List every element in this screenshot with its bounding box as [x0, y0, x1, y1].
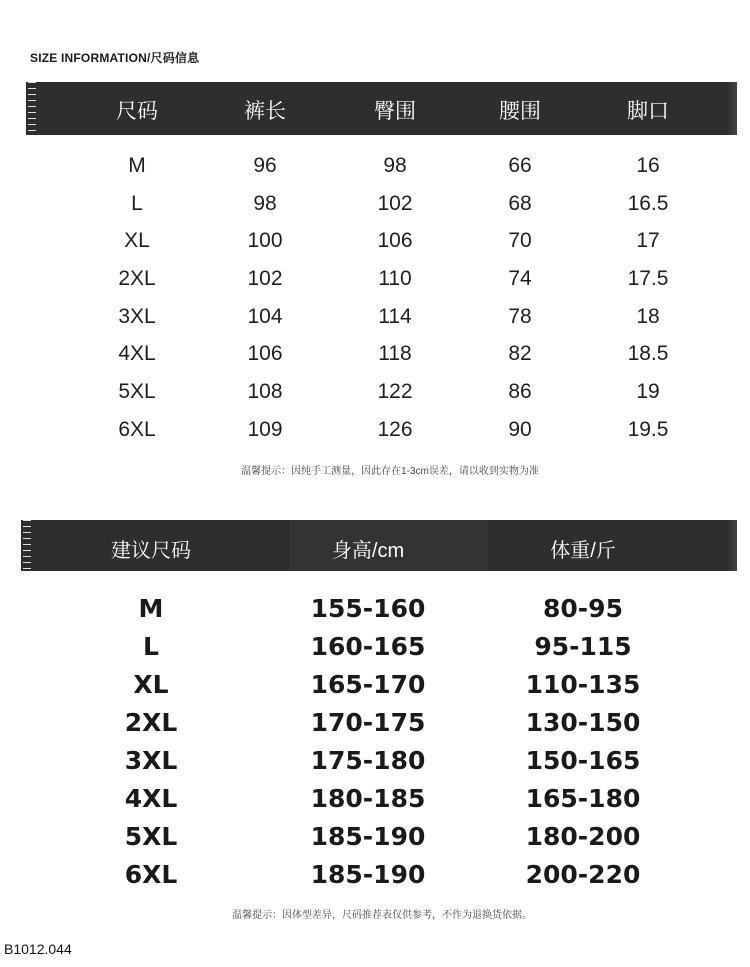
product-code: B1012.044: [4, 941, 72, 957]
table-cell: 17: [636, 229, 660, 253]
table-row: [0, 742, 750, 780]
table-row: [0, 336, 750, 374]
table-row: [0, 412, 750, 450]
table-cell: 110-135: [525, 670, 641, 699]
table-cell: 165-170: [310, 670, 426, 699]
table-cell: 102: [247, 267, 283, 291]
table-cell: 175-180: [310, 746, 426, 775]
table-cell: 100: [247, 229, 283, 253]
table-cell: 96: [253, 154, 277, 177]
table-row: [0, 628, 750, 666]
table-cell: 74: [508, 267, 532, 291]
table-cell: 102: [377, 191, 413, 215]
table-cell: 78: [508, 304, 532, 328]
measurement-note: 温馨提示：因纯手工测量，因此存在1-3cm误差，请以收到实物为准: [241, 466, 539, 477]
table-cell: M: [138, 594, 164, 623]
table-cell: L: [143, 632, 159, 661]
table-cell: 180-200: [525, 822, 641, 851]
table-cell: 16: [636, 154, 660, 177]
recommend-table-header-cell: 体重/斤: [550, 540, 616, 562]
table-cell: 4XL: [124, 784, 178, 813]
table-cell: 98: [383, 154, 407, 177]
table-cell: 66: [508, 154, 532, 177]
recommend-table-body: [0, 590, 750, 894]
table-cell: 170-175: [310, 708, 426, 737]
table-cell: 19.5: [627, 417, 669, 441]
table-cell: 80-95: [543, 594, 623, 623]
table-cell: 180-185: [310, 784, 426, 813]
table-cell: 106: [377, 229, 413, 253]
size-table-header-cell: 尺码: [116, 100, 158, 123]
table-row: [0, 148, 750, 186]
table-cell: 5XL: [124, 822, 178, 851]
table-row: [0, 299, 750, 337]
table-cell: 68: [508, 191, 532, 215]
table-row: [0, 590, 750, 628]
table-cell: 130-150: [525, 708, 641, 737]
table-cell: 3XL: [124, 746, 178, 775]
table-cell: 70: [508, 229, 532, 253]
table-cell: 109: [247, 417, 283, 441]
table-cell: 98: [253, 191, 277, 215]
size-table-header-cell: 脚口: [627, 100, 669, 123]
table-cell: XL: [124, 229, 150, 253]
table-cell: 95-115: [534, 632, 632, 661]
table-row: [0, 818, 750, 856]
table-cell: 200-220: [525, 860, 641, 889]
table-cell: 18.5: [627, 342, 669, 366]
table-cell: 108: [247, 380, 283, 404]
header-edge: [727, 82, 737, 135]
table-cell: 155-160: [310, 594, 426, 623]
header-decoration: [28, 82, 36, 135]
size-table-body: [0, 148, 750, 450]
table-cell: 110: [378, 267, 412, 291]
header-edge: [727, 520, 737, 571]
table-row: [0, 374, 750, 412]
table-row: [0, 704, 750, 742]
table-cell: 17.5: [627, 267, 669, 291]
table-cell: M: [128, 154, 146, 177]
recommend-table-header-cell: 建议尺码: [111, 540, 191, 562]
table-cell: 185-190: [310, 822, 426, 851]
table-row: [0, 780, 750, 818]
table-cell: 165-180: [525, 784, 641, 813]
table-cell: 126: [377, 417, 413, 441]
table-cell: 106: [247, 342, 283, 366]
table-cell: 3XL: [118, 304, 156, 328]
table-cell: 2XL: [124, 708, 178, 737]
table-cell: 160-165: [310, 632, 426, 661]
table-cell: 4XL: [118, 342, 156, 366]
table-cell: 2XL: [118, 267, 156, 291]
table-cell: 16.5: [627, 191, 669, 215]
size-table-header-cell: 裤长: [244, 100, 286, 123]
recommend-note: 温馨提示：因体型差异，尺码推荐表仅供参考，不作为退换货依据。: [232, 910, 532, 921]
header-decoration: [23, 520, 31, 571]
table-row: [0, 261, 750, 299]
table-row: [0, 186, 750, 224]
table-cell: 19: [636, 380, 660, 404]
recommend-table-header-cell: 身高/cm: [331, 540, 405, 562]
table-cell: 90: [508, 417, 532, 441]
table-cell: L: [131, 191, 143, 215]
table-row: [0, 666, 750, 704]
table-cell: 118: [378, 342, 412, 366]
table-cell: 104: [247, 304, 283, 328]
table-cell: 18: [636, 304, 660, 328]
page-title: SIZE INFORMATION/尺码信息: [30, 51, 200, 65]
table-cell: 114: [378, 304, 412, 328]
table-cell: XL: [133, 670, 169, 699]
table-row: [0, 223, 750, 261]
table-cell: 6XL: [118, 417, 156, 441]
table-cell: 5XL: [118, 380, 156, 404]
table-cell: 185-190: [310, 860, 426, 889]
table-cell: 6XL: [124, 860, 178, 889]
size-table-header-cell: 腰围: [499, 100, 541, 123]
table-cell: 150-165: [525, 746, 641, 775]
table-cell: 122: [377, 380, 413, 404]
table-cell: 86: [508, 380, 532, 404]
table-row: [0, 856, 750, 894]
table-cell: 82: [508, 342, 532, 366]
size-table-header-cell: 臀围: [374, 100, 416, 123]
